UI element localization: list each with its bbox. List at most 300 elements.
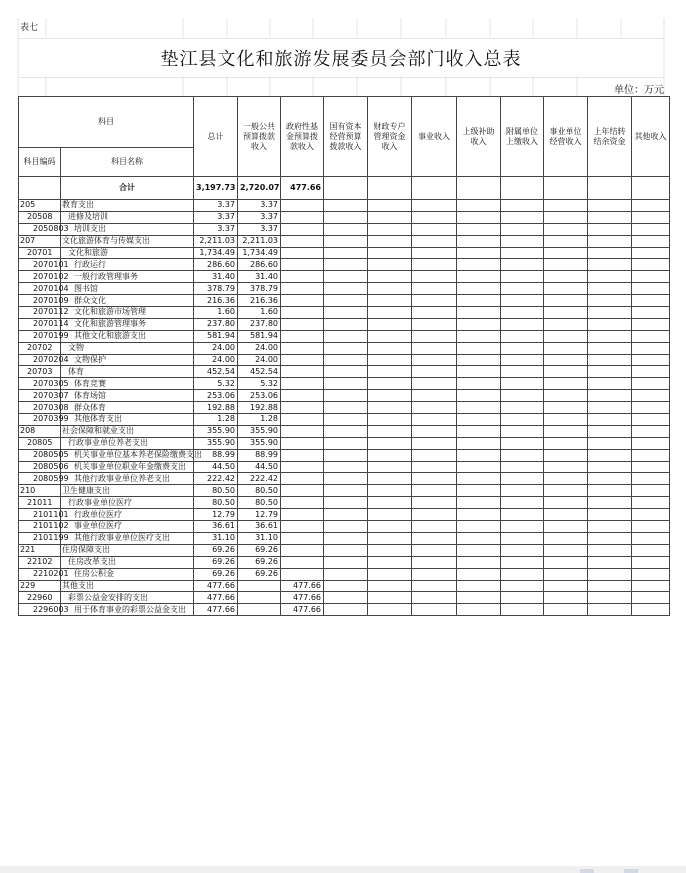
row-code: 20508 — [19, 211, 61, 223]
row-fund — [281, 211, 324, 223]
income-table — [18, 96, 670, 616]
row-code: 208 — [19, 425, 61, 437]
row-name: 机关事业单位基本养老保险缴费支出 — [61, 449, 194, 461]
row-fund — [281, 259, 324, 271]
table-row — [19, 342, 670, 354]
row-total: 31.10 — [194, 532, 238, 544]
row-general: 69.26 — [238, 556, 281, 568]
empty-cell — [544, 580, 588, 592]
empty-cell — [412, 473, 457, 485]
empty-cell — [632, 509, 670, 521]
row-general: 12.79 — [238, 509, 281, 521]
total-fund: 477.66 — [281, 177, 324, 200]
row-code: 2210201 — [19, 568, 61, 580]
row-name: 文化旅游体育与传媒支出 — [61, 235, 194, 247]
empty-cell — [457, 271, 501, 283]
empty-cell — [588, 461, 632, 473]
empty-cell — [544, 390, 588, 402]
empty-cell — [368, 330, 412, 342]
empty-cell — [412, 532, 457, 544]
row-code: 20701 — [19, 247, 61, 259]
empty-cell — [501, 247, 544, 259]
row-name: 机关事业单位职业年金缴费支出 — [61, 461, 194, 473]
empty-cell — [544, 271, 588, 283]
table-row — [19, 295, 670, 307]
empty-cell — [457, 402, 501, 414]
row-fund — [281, 283, 324, 295]
row-code: 2101102 — [19, 521, 61, 533]
table-row — [19, 402, 670, 414]
empty-cell — [324, 259, 368, 271]
empty-cell — [544, 330, 588, 342]
empty-cell — [501, 568, 544, 580]
empty-cell — [324, 342, 368, 354]
empty-cell — [457, 283, 501, 295]
row-name: 行政事业单位医疗 — [61, 497, 194, 509]
empty-cell — [457, 568, 501, 580]
empty-cell — [368, 283, 412, 295]
empty-cell — [632, 461, 670, 473]
row-name: 其他文化和旅游支出 — [61, 330, 194, 342]
table-row — [19, 509, 670, 521]
empty-cell — [588, 200, 632, 212]
empty-cell — [632, 425, 670, 437]
empty-cell — [368, 211, 412, 223]
table-row — [19, 449, 670, 461]
empty-cell — [412, 485, 457, 497]
total-row — [19, 177, 670, 200]
table-row — [19, 544, 670, 556]
table-row — [19, 378, 670, 390]
empty-cell — [324, 271, 368, 283]
row-code: 2070109 — [19, 295, 61, 307]
empty-cell — [457, 532, 501, 544]
row-name: 进修及培训 — [61, 211, 194, 223]
row-code: 2070305 — [19, 378, 61, 390]
empty-cell — [544, 437, 588, 449]
empty-cell — [544, 378, 588, 390]
row-general — [238, 604, 281, 616]
row-total: 192.88 — [194, 402, 238, 414]
empty-cell — [544, 568, 588, 580]
empty-cell — [412, 414, 457, 426]
empty-cell — [324, 473, 368, 485]
empty-cell — [368, 378, 412, 390]
empty-cell — [412, 259, 457, 271]
empty-cell — [632, 437, 670, 449]
empty-cell — [588, 509, 632, 521]
row-fund — [281, 390, 324, 402]
empty-cell — [588, 318, 632, 330]
header-subject: 科目 — [19, 97, 194, 148]
row-general: 286.60 — [238, 259, 281, 271]
row-total: 36.61 — [194, 521, 238, 533]
empty-cell — [457, 295, 501, 307]
empty-cell — [457, 473, 501, 485]
empty-cell — [324, 200, 368, 212]
table-row — [19, 247, 670, 259]
row-name: 教育支出 — [61, 200, 194, 212]
row-total: 355.90 — [194, 425, 238, 437]
row-code: 221 — [19, 544, 61, 556]
empty-cell — [501, 497, 544, 509]
empty-cell — [368, 259, 412, 271]
empty-cell — [457, 259, 501, 271]
empty-cell — [544, 211, 588, 223]
row-fund — [281, 449, 324, 461]
row-fund — [281, 568, 324, 580]
empty-cell — [588, 211, 632, 223]
row-code: 2070199 — [19, 330, 61, 342]
empty-cell — [632, 271, 670, 283]
empty-cell — [457, 592, 501, 604]
row-general: 216.36 — [238, 295, 281, 307]
empty-cell — [632, 449, 670, 461]
empty-cell — [632, 200, 670, 212]
empty-cell — [457, 485, 501, 497]
empty-cell — [412, 449, 457, 461]
empty-cell — [457, 200, 501, 212]
empty-cell — [544, 521, 588, 533]
row-name: 群众体育 — [61, 402, 194, 414]
row-general: 69.26 — [238, 544, 281, 556]
empty-cell — [368, 354, 412, 366]
row-fund — [281, 532, 324, 544]
empty-cell — [412, 271, 457, 283]
empty-cell — [632, 473, 670, 485]
empty-cell — [457, 497, 501, 509]
empty-cell — [412, 354, 457, 366]
row-general: 3.37 — [238, 200, 281, 212]
row-general: 378.79 — [238, 283, 281, 295]
row-fund — [281, 330, 324, 342]
row-general: 237.80 — [238, 318, 281, 330]
empty-cell — [412, 318, 457, 330]
empty-cell — [324, 378, 368, 390]
table-row — [19, 437, 670, 449]
empty-cell — [588, 425, 632, 437]
header-subject-code: 科目编码 — [19, 148, 61, 177]
table-id: 表七 — [20, 23, 39, 33]
empty-cell — [632, 283, 670, 295]
header-state-capital: 国有资本经营预算拨款收入 — [324, 97, 368, 177]
empty-cell — [368, 200, 412, 212]
empty-cell — [544, 307, 588, 319]
empty-cell — [457, 461, 501, 473]
empty-cell — [501, 521, 544, 533]
row-name: 体育 — [61, 366, 194, 378]
empty-cell — [544, 402, 588, 414]
empty-cell — [324, 211, 368, 223]
empty-cell — [544, 592, 588, 604]
row-general: 581.94 — [238, 330, 281, 342]
row-fund — [281, 366, 324, 378]
empty-cell — [632, 223, 670, 235]
row-fund — [281, 200, 324, 212]
empty-cell — [412, 390, 457, 402]
empty-cell — [324, 592, 368, 604]
empty-cell — [368, 425, 412, 437]
total-value: 3,197.73 — [194, 177, 238, 200]
row-fund — [281, 318, 324, 330]
row-code: 20702 — [19, 342, 61, 354]
empty-cell — [457, 414, 501, 426]
empty-cell — [412, 200, 457, 212]
table-row — [19, 521, 670, 533]
row-general: 1,734.49 — [238, 247, 281, 259]
row-general: 31.40 — [238, 271, 281, 283]
empty-cell — [588, 366, 632, 378]
table-row — [19, 271, 670, 283]
empty-cell — [324, 449, 368, 461]
empty-cell — [588, 580, 632, 592]
row-name: 培训支出 — [61, 223, 194, 235]
empty-cell — [324, 437, 368, 449]
empty-cell — [632, 414, 670, 426]
empty-cell — [544, 247, 588, 259]
empty-cell — [588, 330, 632, 342]
empty-cell — [457, 556, 501, 568]
row-name: 其他支出 — [61, 580, 194, 592]
empty-cell — [412, 247, 457, 259]
row-general — [238, 580, 281, 592]
row-total: 80.50 — [194, 485, 238, 497]
empty-cell — [588, 259, 632, 271]
empty-cell — [368, 366, 412, 378]
row-code: 2080599 — [19, 473, 61, 485]
empty-cell — [457, 509, 501, 521]
empty-cell — [632, 366, 670, 378]
table-row — [19, 354, 670, 366]
empty-cell — [632, 330, 670, 342]
row-name: 住房保障支出 — [61, 544, 194, 556]
empty-cell — [368, 247, 412, 259]
empty-cell — [368, 544, 412, 556]
row-fund — [281, 402, 324, 414]
header-carryover: 上年结转结余资金 — [588, 97, 632, 177]
row-code: 2070102 — [19, 271, 61, 283]
header-fiscal-special: 财政专户管理资金收入 — [368, 97, 412, 177]
row-total: 477.66 — [194, 580, 238, 592]
empty-cell — [588, 604, 632, 616]
empty-cell — [457, 223, 501, 235]
row-total: 88.99 — [194, 449, 238, 461]
row-name: 文化和旅游市场管理 — [61, 307, 194, 319]
page-nav-left-icon[interactable] — [580, 869, 594, 873]
empty-cell — [368, 449, 412, 461]
row-name: 其他行政事业单位养老支出 — [61, 473, 194, 485]
empty-cell — [588, 354, 632, 366]
row-code: 2101199 — [19, 532, 61, 544]
table-row — [19, 200, 670, 212]
empty-cell — [368, 532, 412, 544]
table-row — [19, 307, 670, 319]
unit-label: 单位：万元 — [614, 85, 664, 96]
empty-cell — [588, 342, 632, 354]
empty-cell — [324, 295, 368, 307]
page-title: 垫江县文化和旅游发展委员会部门收入总表 — [18, 38, 664, 78]
row-fund — [281, 437, 324, 449]
row-total: 1.60 — [194, 307, 238, 319]
row-name: 住房改革支出 — [61, 556, 194, 568]
empty-cell — [412, 307, 457, 319]
empty-cell — [412, 378, 457, 390]
row-total: 69.26 — [194, 544, 238, 556]
empty-cell — [632, 342, 670, 354]
row-code: 229 — [19, 580, 61, 592]
empty-cell — [544, 223, 588, 235]
empty-cell — [501, 235, 544, 247]
empty-cell — [324, 223, 368, 235]
row-total: 378.79 — [194, 283, 238, 295]
empty-cell — [368, 437, 412, 449]
empty-cell — [324, 461, 368, 473]
empty-cell — [588, 414, 632, 426]
empty-cell — [412, 235, 457, 247]
empty-cell — [632, 235, 670, 247]
row-name: 文化和旅游管理事务 — [61, 318, 194, 330]
page-nav-right-icon[interactable] — [624, 869, 638, 873]
empty-cell — [501, 342, 544, 354]
header-general-budget: 一般公共预算拨款收入 — [238, 97, 281, 177]
header-total: 总计 — [194, 97, 238, 177]
row-fund — [281, 342, 324, 354]
empty-cell — [368, 342, 412, 354]
empty-cell — [632, 318, 670, 330]
empty-cell — [501, 271, 544, 283]
empty-cell — [632, 211, 670, 223]
row-code: 20703 — [19, 366, 61, 378]
empty-cell — [412, 521, 457, 533]
row-general: 44.50 — [238, 461, 281, 473]
row-total: 12.79 — [194, 509, 238, 521]
row-name: 体育竞赛 — [61, 378, 194, 390]
row-general: 452.54 — [238, 366, 281, 378]
row-fund — [281, 425, 324, 437]
header-affiliated: 附属单位上缴收入 — [501, 97, 544, 177]
empty-cell — [588, 390, 632, 402]
empty-cell — [412, 509, 457, 521]
empty-cell — [412, 461, 457, 473]
row-fund: 477.66 — [281, 592, 324, 604]
row-total: 222.42 — [194, 473, 238, 485]
empty-cell — [368, 568, 412, 580]
row-fund: 477.66 — [281, 604, 324, 616]
empty-cell — [324, 544, 368, 556]
empty-cell — [457, 604, 501, 616]
empty-cell — [632, 580, 670, 592]
empty-cell — [544, 461, 588, 473]
row-fund — [281, 544, 324, 556]
empty-cell — [324, 604, 368, 616]
empty-cell — [632, 295, 670, 307]
empty-cell — [457, 307, 501, 319]
empty-cell — [324, 556, 368, 568]
empty-cell — [588, 223, 632, 235]
empty-cell — [501, 200, 544, 212]
row-code: 2070101 — [19, 259, 61, 271]
empty-cell — [368, 235, 412, 247]
empty-cell — [457, 211, 501, 223]
empty-cell — [588, 532, 632, 544]
row-general: 1.28 — [238, 414, 281, 426]
empty-cell — [544, 354, 588, 366]
row-fund — [281, 223, 324, 235]
row-total: 216.36 — [194, 295, 238, 307]
empty-cell — [544, 200, 588, 212]
empty-cell — [588, 568, 632, 580]
row-name: 文物 — [61, 342, 194, 354]
header-subject-name: 科目名称 — [61, 148, 194, 177]
empty-cell — [368, 271, 412, 283]
empty-cell — [324, 521, 368, 533]
row-name: 文化和旅游 — [61, 247, 194, 259]
row-fund — [281, 235, 324, 247]
empty-cell — [501, 437, 544, 449]
empty-cell — [588, 378, 632, 390]
empty-cell — [501, 580, 544, 592]
empty-cell — [324, 425, 368, 437]
row-general: 88.99 — [238, 449, 281, 461]
row-total: 1,734.49 — [194, 247, 238, 259]
row-total: 69.26 — [194, 568, 238, 580]
empty-cell — [412, 497, 457, 509]
row-code: 2070114 — [19, 318, 61, 330]
empty-cell — [501, 307, 544, 319]
empty-cell — [544, 532, 588, 544]
empty-cell — [501, 378, 544, 390]
row-fund — [281, 485, 324, 497]
row-name: 其他体育支出 — [61, 414, 194, 426]
empty-cell — [501, 556, 544, 568]
empty-cell — [544, 485, 588, 497]
table-row — [19, 556, 670, 568]
table-row — [19, 223, 670, 235]
table-row — [19, 318, 670, 330]
empty-cell — [501, 366, 544, 378]
empty-cell — [412, 425, 457, 437]
sheet — [18, 18, 667, 616]
empty-cell — [544, 342, 588, 354]
row-general: 355.90 — [238, 425, 281, 437]
empty-cell — [544, 604, 588, 616]
row-general: 1.60 — [238, 307, 281, 319]
empty-cell — [632, 592, 670, 604]
empty-cell — [588, 544, 632, 556]
empty-cell — [544, 425, 588, 437]
row-code: 20805 — [19, 437, 61, 449]
empty-cell — [368, 521, 412, 533]
empty-cell — [368, 497, 412, 509]
empty-cell — [588, 307, 632, 319]
empty-cell — [632, 532, 670, 544]
empty-cell — [544, 283, 588, 295]
empty-cell — [588, 283, 632, 295]
row-name: 行政事业单位养老支出 — [61, 437, 194, 449]
empty-cell — [544, 449, 588, 461]
empty-cell — [457, 425, 501, 437]
row-code: 205 — [19, 200, 61, 212]
row-general: 24.00 — [238, 342, 281, 354]
table-row — [19, 283, 670, 295]
empty-cell — [501, 473, 544, 485]
empty-cell — [368, 223, 412, 235]
empty-cell — [544, 259, 588, 271]
row-name: 彩票公益金安排的支出 — [61, 592, 194, 604]
empty-cell — [501, 509, 544, 521]
row-fund — [281, 295, 324, 307]
row-code: 207 — [19, 235, 61, 247]
